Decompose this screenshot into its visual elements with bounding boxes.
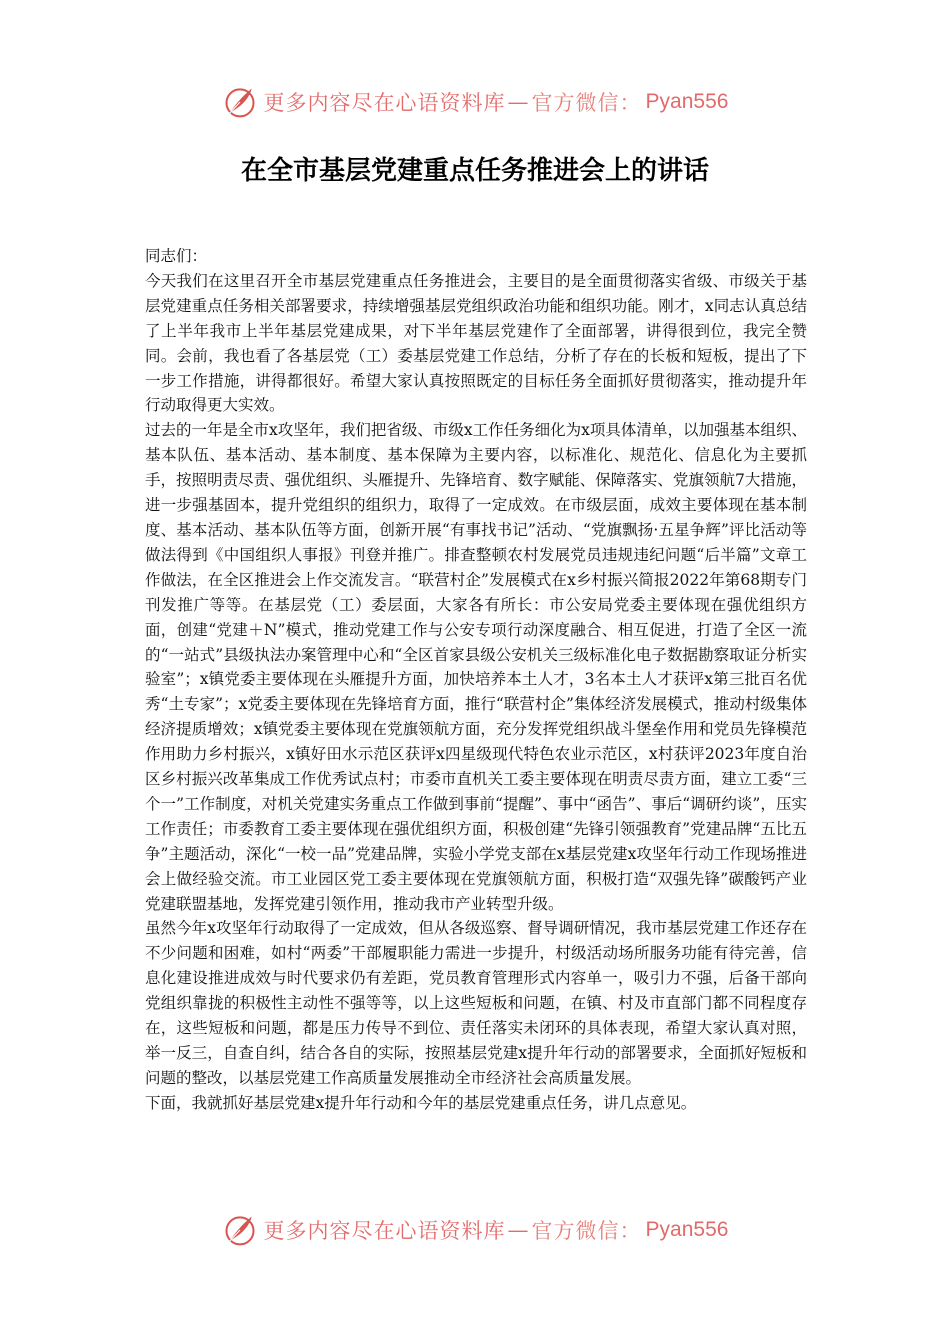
paragraph: 过去的一年是全市x攻坚年，我们把省级、市级x工作任务细化为x项具体清单，以加强基本组织、基本队伍、基本活动、基本制度、基本保障为主要内容，以标准化、规范化、信息化为主要抓手，按照明责尽责、强优组织、头雁提升、先锋培育、数字赋能、保障落实、党旗领航7大措施，进一步强基固本，提升党组织的组织力，取得了一定成效。在市级层面，成效主要体现在基本制度、基本活动、基本队伍等方面，创新开展“有事找书记”活动、“党旗飘扬·五星争辉”评比活动等做法得到《中国组织人事报》刊登并推广。排查整顿农村发展党员违规违纪问题“后半篇”文章工作做法，在全区推进会上作交流发言。“联营村企”发展模式在x乡村振兴简报2022年第68期专门刊发推广等等。在基层党（工）委层面，大家各有所长：市公安局党委主要体现在强优组织方面，创建“党建＋N”模式，推动党建工作与公安专项行动深度融合、相互促进，打造了全区一流的“一站式”县级执法办案管理中心和“全区首家县级公安机关三级标准化电子数据勘察取证分析实验室”；x镇党委主要体现在头雁提升方面，加快培养本土人才，3名本土人才获评x第三批百名优秀“土专家”；x党委主要体现在先锋培育方面，推行“联营村企”集体经济发展模式，推动村级集体经济提质增效；x镇党委主要体现在党旗领航方面，充分发挥党组织战斗堡垒作用和党员先锋模范作用助力乡村振兴，x镇好田水示范区获评x四星级现代特色农业示范区，x村获评2023年度自治区乡村振兴改革集成工作优秀试点村；市委市直机关工委主要体现在明责尽责方面，建立工委“三个一”工作制度，对机关党建实务重点工作做到事前“提醒”、事中“函告”、事后“调研约谈”，压实工作责任；市委教育工委主要体现在强优组织方面，积极创建“先锋引领强教育”党建品牌“五比五争”主题活动，深化“一校一品”党建品牌，实验小学党支部在x基层党建x攻坚年行动工作现场推进会上做经验交流。市工业园区党工委主要体现在党旗领航方面，积极打造“双强先锋”碳酸钙产业党建联盟基地，发挥党建引领作用，推动我市产业转型升级。 [145, 421, 807, 913]
paragraph: 虽然今年x攻坚年行动取得了一定成效，但从各级巡察、督导调研情况，我市基层党建工作还存在不少问题和困难，如村“两委”干部履职能力需进一步提升，村级活动场所服务功能有待完善，信息化建设推进成效与时代要求仍有差距，党员教育管理形式内容单一，吸引力不强，后备干部向党组织靠拢的积极性主动性不强等等，以上这些短板和问题，在镇、村及市直部门都不同程度存在，这些短板和问题，都是压力传导不到位、责任落实未闭环的具体表现，希望大家认真对照，举一反三，自查自纠，结合各自的实际，按照基层党建x提升年行动的部署要求，全面抓好短板和问题的整改，以基层党建工作高质量发展推动全市经济社会高质量发展。 [145, 919, 807, 1087]
banner-wechat-label: 官方微信： [531, 91, 642, 115]
banner-slogan: 更多内容尽在心语资料库 [263, 91, 506, 115]
paragraph: 下面，我就抓好基层党建x提升年行动和今年的基层党建重点任务，讲几点意见。 [145, 1093, 697, 1112]
document-title: 在全市基层党建重点任务推进会上的讲话 [240, 156, 709, 186]
banner-separator: — [507, 1218, 530, 1242]
paragraph: 今天我们在这里召开全市基层党建重点任务推进会，主要目的是全面贯彻落实省级、市级关于基层党建重点任务相关部署要求，持续增强基层党组织政治功能和组织功能。刚才，x同志认真总结了上半年我市上半年基层党建成果，对下半年基层党建作了全面部署，讲得很到位，我完全赞同。会前，我也看了各基层党（工）委基层党建工作总结，分析了存在的长板和短板，提出了下一步工作措施，讲得都很好。希望大家认真按照既定的目标任务全面抓好贯彻落实，推动提升年行动取得更大实效。 [145, 271, 807, 415]
banner-separator: — [507, 90, 530, 114]
banner-wechat-label: 官方微信： [531, 1219, 642, 1243]
salutation: 同志们： [145, 247, 208, 265]
quill-logo-icon [222, 1212, 258, 1248]
banner-wechat-id: Pyan556 [645, 90, 729, 113]
footer-watermark-banner [0, 1210, 950, 1250]
header-watermark-banner [0, 82, 950, 122]
banner-wechat-id: Pyan556 [645, 1218, 729, 1241]
document-body [145, 244, 807, 1116]
quill-logo-icon [222, 84, 258, 120]
banner-slogan: 更多内容尽在心语资料库 [263, 1219, 506, 1243]
